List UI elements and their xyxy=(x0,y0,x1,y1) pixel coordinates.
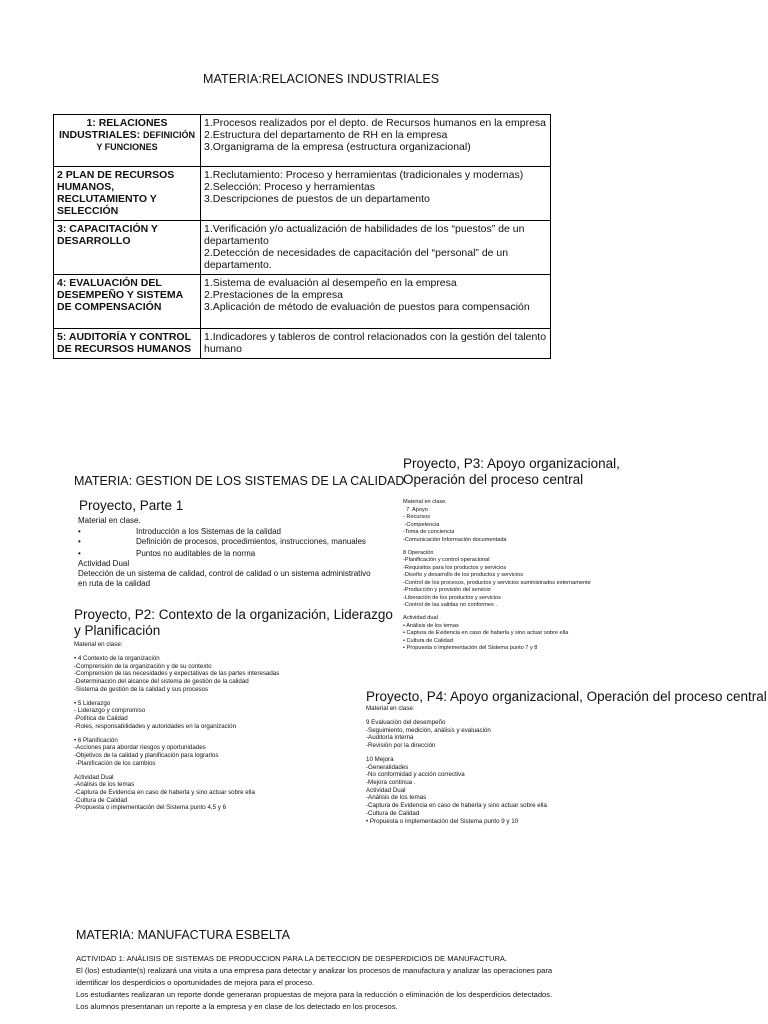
list-item: 2.Selección: Proceso y herramientas xyxy=(204,181,375,193)
list-item: 1.Reclutamiento: Proceso y herramientas (tradicionales y modernas) xyxy=(204,169,524,181)
list-item: 3.Aplicación de método de evaluación de puestos para compensación xyxy=(204,301,530,313)
row-content xyxy=(201,167,551,221)
text-line: 9 Evaluación del desempeño xyxy=(366,718,446,726)
bullet-text: Puntos no auditables de la norma xyxy=(136,549,256,558)
text-line: Material en clase: xyxy=(366,705,415,712)
text-line: -Toma de conciencia xyxy=(403,529,455,535)
text-line: -Generalidades xyxy=(366,763,409,771)
text-line: - Liderazgo y compromiso xyxy=(74,707,146,715)
list-item: 1.Procesos realizados por el depto. de Recursos humanos en la empresa xyxy=(204,117,547,129)
text-line: -Planificación de los cambios xyxy=(74,759,156,767)
text-line: -Control de las salidas no conformes . xyxy=(403,602,497,609)
table-row xyxy=(54,167,551,221)
text-line: -Análisis de los temas xyxy=(366,794,427,802)
text-line: • Análisis de los temas xyxy=(403,622,459,629)
p4-content xyxy=(366,705,547,825)
text-line: Actividad Dual xyxy=(74,773,114,781)
text-line: Actividad dual xyxy=(403,615,438,622)
text-line: -Determinación del alcance del sistema de gestión de la calidad xyxy=(74,678,249,685)
p2-title: Proyecto, P2: Contexto de la organización, Liderazgo y Planificación xyxy=(74,607,393,638)
text-line: -Seguimiento, medición, análisis y evaluación xyxy=(366,726,491,734)
text-line: • Captura de Evidencia en caso de haberla y sino actuar sobre ella xyxy=(403,630,569,637)
list-item: 2.Detección de necesidades de capacitación del “personal” de un departamento. xyxy=(204,247,509,271)
row-heading: 3: CAPACITACIÓN Y DESARROLLO xyxy=(54,221,201,275)
row-heading: 4: EVALUACIÓN DEL DESEMPEÑO Y SISTEMA DE COMPENSACIÓN xyxy=(54,275,201,329)
text-line: Los estudiantes realizaran un reporte donde generaran propuestas de mejora para la reducción o eliminación de los desperdicios detectados. xyxy=(76,990,553,999)
text-line: -No conformidad y acción correctiva xyxy=(366,771,465,779)
bullet-icon: • xyxy=(78,527,81,536)
p1-material: Material en clase. xyxy=(78,516,141,525)
text-line: identificar los desperdicios o oportunidades de mejora para el proceso. xyxy=(76,978,315,987)
text-line: -Control de los procesos, productos y servicios suministrados externamente xyxy=(403,579,591,586)
p4-title: Proyecto, P4: Apoyo organizacional, Operación del proceso central xyxy=(366,689,767,704)
p1-dual-title: Actividad Dual xyxy=(78,559,130,568)
list-item xyxy=(78,537,378,547)
text-line: • Propuesta o implementación del Sistema punto 9 y 10 xyxy=(366,817,519,825)
text-line: -Acciones para abordar riesgos y oportunidades xyxy=(74,744,206,752)
row-heading-sub: DEFINICIÓN Y FUNCIONES xyxy=(96,130,196,152)
text-line: -Liberación de los productos y servicios xyxy=(403,594,501,601)
text-line: -Diseño y desarrollo de los productos y servicios xyxy=(403,572,524,579)
text-line: -Comprensión de las necesidades y expectativas de las partes interesadas xyxy=(74,670,280,678)
text-line: -Mejora continua . xyxy=(366,779,416,786)
text-line: 8 Operación xyxy=(403,549,434,556)
p1-block xyxy=(78,516,378,589)
bullet-icon: • xyxy=(78,549,81,558)
text-line: Los alumnos presentanan un reporte a la empresa y en clase de los detectado en los procesos. xyxy=(76,1002,398,1011)
text-line: -Comprensión de la organización y de su contexto xyxy=(74,662,212,670)
text-line: 10 Mejora xyxy=(366,755,394,763)
text-line: ACTIVIDAD 1: ANÁLISIS DE SISTEMAS DE PRODUCCION PARA LA DETECCION DE DESPERDICIOS DE MANUFACTURA. xyxy=(76,954,508,963)
text-line: Material en clase: xyxy=(74,641,123,648)
text-line: El (los) estudiante(s) realizará una visita a una empresa para detectar y analizar los procesos de manufactura y analizar las operaciones para xyxy=(76,966,553,975)
text-line: -Planificación y control operacional xyxy=(403,557,490,564)
text-line: -Objetivos de la calidad y planificación para lograrlos xyxy=(74,752,219,759)
relaciones-table xyxy=(53,114,551,359)
text-line: -Captura de Evidencia en caso de haberla y sino actuar sobre ella xyxy=(366,802,547,810)
list-item: 1.Indicadores y tableros de control relacionados con la gestión del talento humano xyxy=(204,331,547,355)
text-line: -Revisión por la dirección xyxy=(366,742,436,749)
list-item xyxy=(78,527,378,537)
text-line: Actividad Dual xyxy=(366,786,406,794)
text-line: • 4 Contexto de la organización xyxy=(74,654,160,662)
calidad-title: MATERIA: GESTION DE LOS SISTEMAS DE LA CALIDAD xyxy=(74,474,405,488)
list-item: 2.Prestaciones de la empresa xyxy=(204,289,343,301)
list-item: 3.Organigrama de la empresa (estructura organizacional) xyxy=(204,141,471,153)
text-line: • 6 Planificación xyxy=(74,736,118,744)
p2-content xyxy=(74,641,279,812)
table-row xyxy=(54,329,551,359)
table-row xyxy=(54,115,551,167)
text-line: -Propuesta o implementación del Sistema punto 4,5 y 6 xyxy=(74,804,227,812)
manufactura-title: MATERIA: MANUFACTURA ESBELTA xyxy=(76,928,290,942)
row-content xyxy=(201,329,551,359)
text-line: -Cultura de Calidad xyxy=(74,796,128,804)
bullet-text: Introducción a los Sistemas de la calidad xyxy=(136,527,281,536)
list-item: 2.Estructura del departamento de RH en la empresa xyxy=(204,129,448,141)
table-row xyxy=(54,221,551,275)
text-line: -Comunicación Información documentada xyxy=(403,536,507,543)
text-line: -Análisis de los temas xyxy=(74,781,135,789)
list-item: 1.Sistema de evaluación al desempeño en la empresa xyxy=(204,277,457,289)
relaciones-title: MATERIA:RELACIONES INDUSTRIALES xyxy=(203,72,440,86)
text-line: -Auditoría interna xyxy=(366,734,414,742)
row-heading: 2 PLAN DE RECURSOS HUMANOS, RECLUTAMIENTO Y SELECCIÓN xyxy=(54,167,201,221)
row-heading xyxy=(54,115,201,167)
row-content xyxy=(201,275,551,329)
row-heading: 5: AUDITORÍA Y CONTROL DE RECURSOS HUMANOS xyxy=(54,329,201,359)
text-line: Material en clase. xyxy=(403,499,447,505)
list-item: 1.Verificación y/o actualización de habilidades de los “puestos” de un departamento xyxy=(204,223,525,247)
manufactura-content xyxy=(76,953,552,1013)
text-line: -Producción y provisión del servicio xyxy=(403,587,491,594)
row-content xyxy=(201,115,551,167)
text-line: • 5 Liderazgo xyxy=(74,699,111,707)
text-line: -Roles, responsabilidades y autoridades en la organización xyxy=(74,722,237,730)
bullet-text: Definición de procesos, procedimientos, instrucciones, manuales xyxy=(136,537,366,546)
p1-dual-text: Detección de un sistema de calidad, control de calidad o un sistema administrativo en ruta de la calidad xyxy=(78,569,371,588)
text-line: -Sistema de gestión de la calidad y sus procesos xyxy=(74,685,209,693)
text-line: -Competencia xyxy=(403,521,440,528)
bullet-icon: • xyxy=(78,537,81,546)
text-line: -Captura de Evidencia en caso de haberla y sino actuar sobre ella xyxy=(74,789,255,796)
text-line: -Cultura de Calidad xyxy=(366,809,420,817)
p1-title: Proyecto, Parte 1 xyxy=(79,498,184,513)
text-line: • Cultura de Calidad xyxy=(403,637,453,644)
p3-title: Proyecto, P3: Apoyo organizacional, Operación del proceso central xyxy=(403,456,620,487)
list-item xyxy=(78,549,378,559)
p3-content xyxy=(403,499,591,653)
text-line: -Política de Calidad xyxy=(74,715,128,722)
text-line: 7 Apoyo xyxy=(403,506,428,513)
list-item: 3.Descripciones de puestos de un departamento xyxy=(204,193,430,205)
table-row xyxy=(54,275,551,329)
text-line: - Recursos xyxy=(403,514,431,520)
text-line: -Requisitos para los productos y servicios xyxy=(403,564,507,571)
row-content xyxy=(201,221,551,275)
row-heading-main: 1: RELACIONES INDUSTRIALES: xyxy=(58,117,168,141)
text-line: • Propuesta o implementación del Sistema punto 7 y 8 xyxy=(403,645,538,652)
